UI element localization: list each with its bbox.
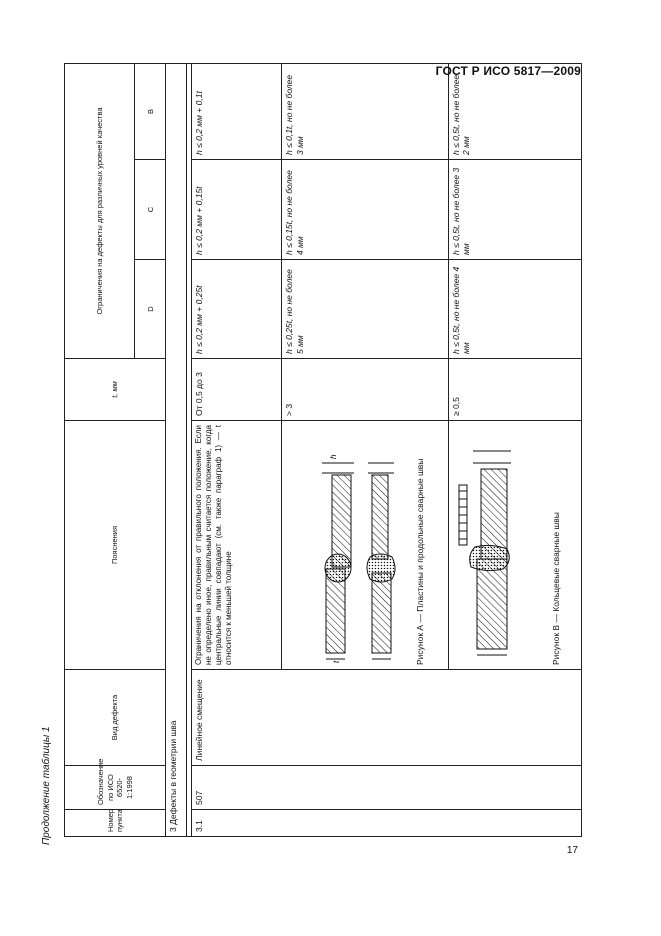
header-level-d: D xyxy=(135,260,166,359)
section-title: 3 Дефекты в геометрии шва xyxy=(166,63,187,836)
limit-d: h ≤ 0,2 мм + 0,25t xyxy=(192,260,282,359)
circumferential-weld-figure xyxy=(451,427,545,663)
header-defect-type: Вид дефекта xyxy=(65,670,166,766)
header-level-b: B xyxy=(135,63,166,159)
limit-c: h ≤ 0,2 мм + 0,15t xyxy=(192,160,282,260)
limit-b: h ≤ 0,5t, но не более 2 мм xyxy=(448,63,581,159)
page-title: ГОСТ Р ИСО 5817—2009 xyxy=(435,64,581,78)
table-row xyxy=(192,63,282,836)
plates-weld-figure xyxy=(284,427,408,663)
thickness-range: ≥ 0,5 xyxy=(448,359,581,421)
header-iso-designation: Обозначение по ИСО 6520-1:1998 xyxy=(65,766,166,810)
figure-a-cell xyxy=(282,421,448,670)
limit-c: h ≤ 0,15t, но не более 4 мм xyxy=(282,160,448,260)
defect-type: Линейное смещение xyxy=(192,670,582,766)
thickness-range: От 0,5 до 3 xyxy=(192,359,282,421)
iso-code: 507 xyxy=(192,766,582,810)
thickness-range: > 3 xyxy=(282,359,448,421)
header-explanations: Пояснения xyxy=(65,421,166,670)
figure-a-caption: Рисунок А — Пластины и продольные сварные швы xyxy=(414,458,425,665)
section-row xyxy=(166,63,187,836)
figure-b-cell xyxy=(448,421,581,670)
page-number: 17 xyxy=(566,845,578,856)
header-level-c: C xyxy=(135,160,166,260)
defects-table xyxy=(64,63,582,837)
limit-c: h ≤ 0,5t, но не более 3 мм xyxy=(448,160,581,260)
rotated-table-frame xyxy=(64,74,582,837)
limit-b: h ≤ 0,1t, но не более 3 мм xyxy=(282,63,448,159)
header-thickness: t, мм xyxy=(65,359,166,421)
figure-label-h: h xyxy=(329,454,339,459)
item-number: 3.1 xyxy=(192,810,582,837)
header-limits: Ограничения на дефекты для различных уровней качества xyxy=(65,63,135,358)
explanation-text: Ограничения на отклонения от правильного положения. Если не определено иное, правильным считается положение, когда центральные линии совпадают (см. также параграф 1) — t относится к меньшей толщине xyxy=(192,421,282,670)
limit-b: h ≤ 0,2 мм + 0,1t xyxy=(192,63,282,159)
figure-b-caption: Рисунок В — Кольцевые сварные швы xyxy=(551,512,562,665)
limit-d: h ≤ 0,5t, но не более 4 мм xyxy=(448,260,581,359)
limit-d: h ≤ 0,25t, но не более 5 мм xyxy=(282,260,448,359)
figure-label-t: t xyxy=(332,660,342,663)
header-item-number: Номер пункта xyxy=(65,810,166,837)
table-continuation-caption: Продолжение таблицы 1 xyxy=(41,726,52,845)
table-header-row xyxy=(65,63,135,836)
